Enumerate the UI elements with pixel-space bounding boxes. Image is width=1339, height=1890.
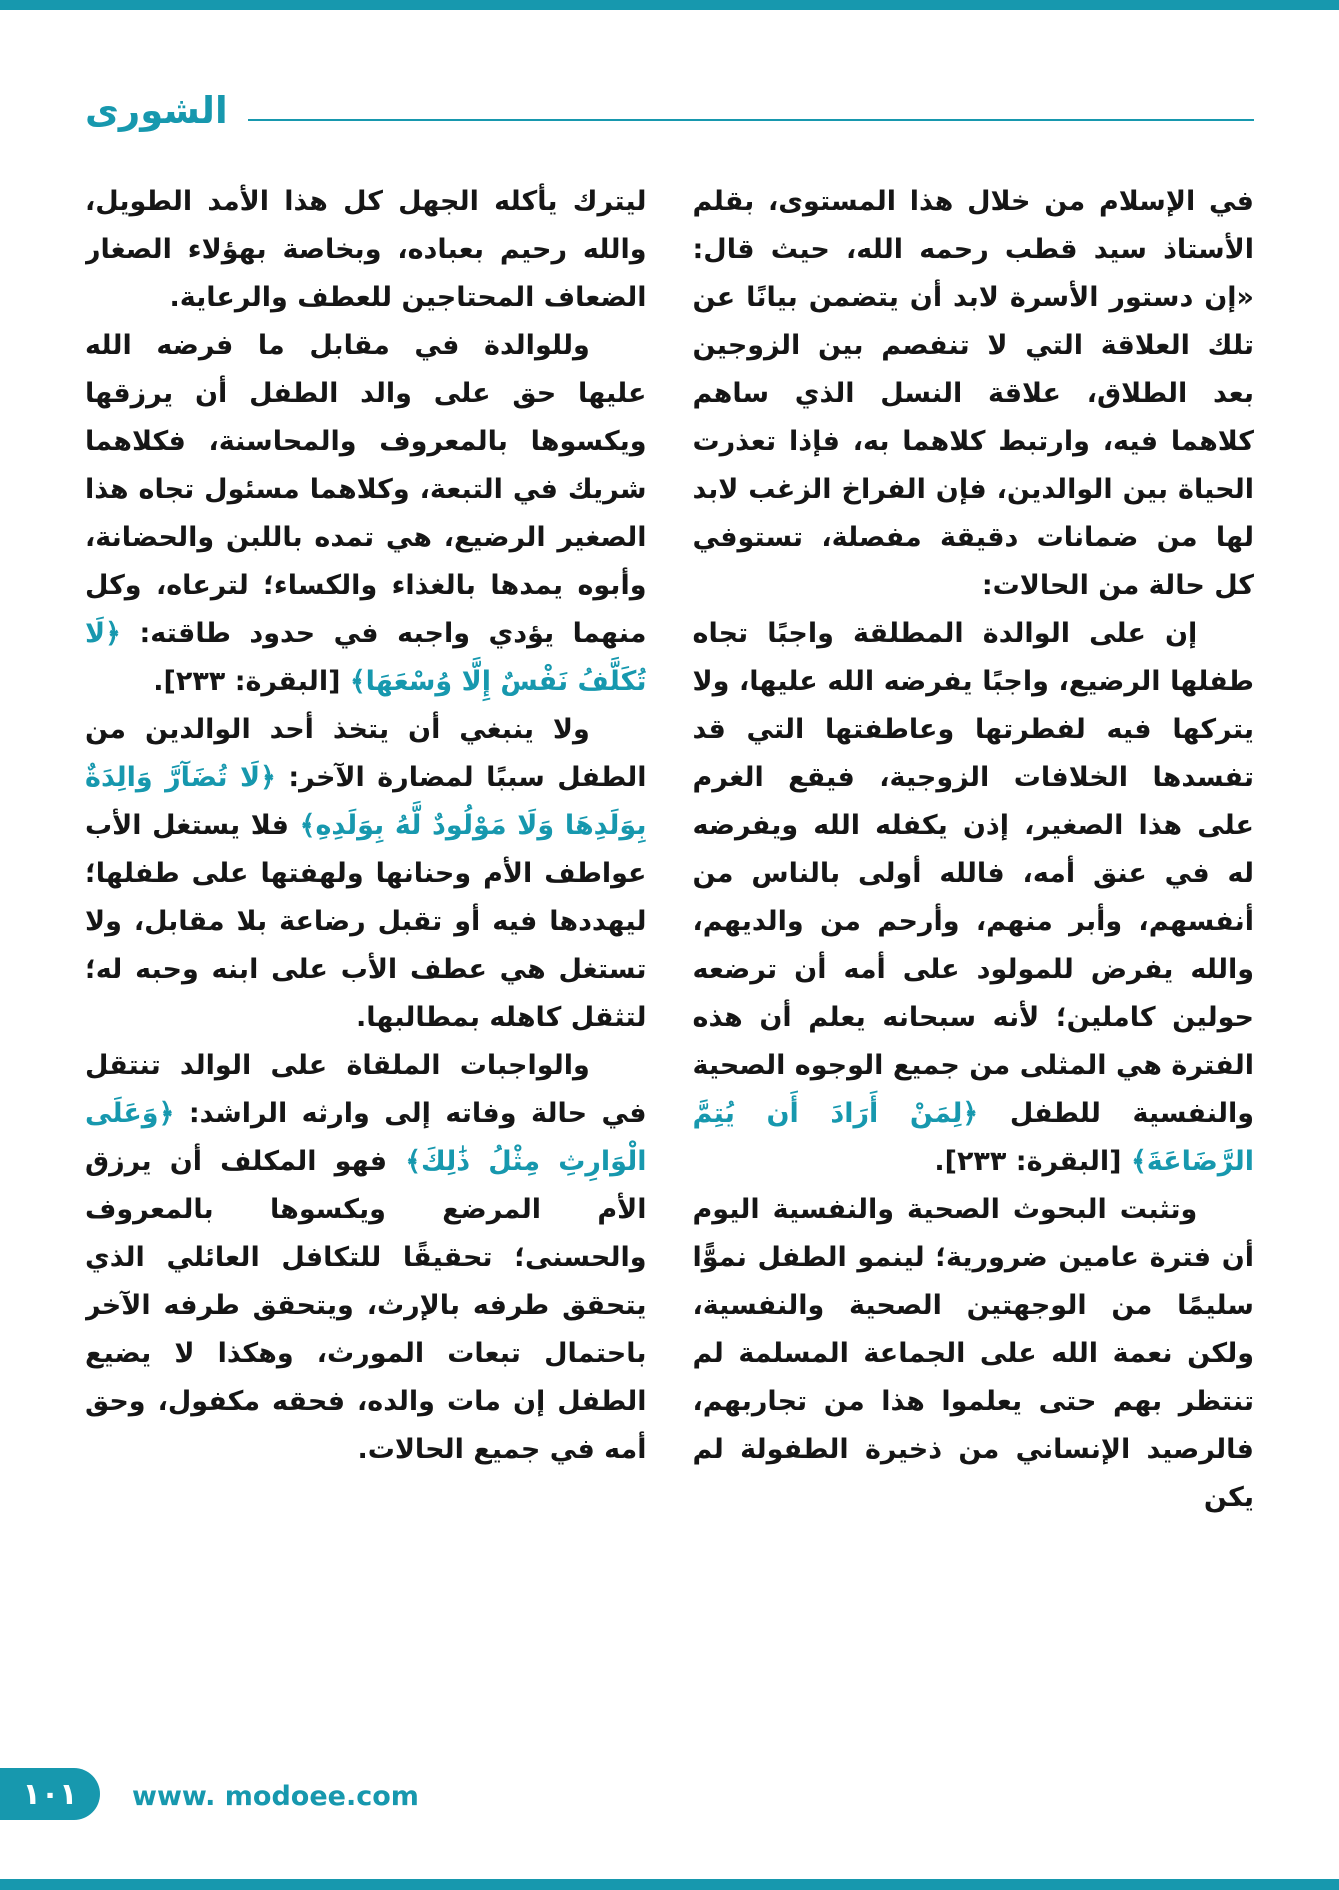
quran-verse: ﴿لَا تُكَلَّفُ نَفْسٌ إِلَّا وُسْعَهَا﴾ [85,618,647,697]
website-link[interactable]: www. modoee.com [132,1781,419,1812]
body-text: [البقرة: ٢٣٣]. [153,666,350,697]
paragraph [693,1186,1255,1522]
text-columns [85,178,1254,1740]
body-text: والواجبات الملقاة على الوالد تنتقل في حالة وفاته إلى وارثه الراشد: [85,1050,647,1129]
body-text: وللوالدة في مقابل ما فرضه الله عليها حق على والد الطفل أن يرزقها ويكسوها بالمعروف والمحاسنة، فكلاهما شريك في التبعة، وكلاهما مسئول تجاه هذا الصغير الرضيع، هي تمده باللبن والحضانة، وأبوه يمدها بالغذاء والكساء؛ لترعاه، وكل منهما يؤدي واجبه في حدود طاقته: [85,330,647,649]
bottom-border [0,1879,1339,1890]
chapter-title: الشورى [85,89,228,132]
paragraph [85,706,647,1042]
body-text: في الإسلام من خلال هذا المستوى، بقلم الأستاذ سيد قطب رحمه الله، حيث قال: «إن دستور الأسرة لابد أن يتضمن بيانًا عن تلك العلاقة التي لا تنفصم بين الزوجين بعد الطلاق، علاقة النسل الذي ساهم كلاهما فيه، وارتبط كلاهما به، فإذا تعذرت الحياة بين الوالدين، فإن الفراخ الزغب لابد لها من ضمانات دقيقة مفصلة، تستوفي كل حالة من الحالات: [692,186,1254,601]
body-text: ولا ينبغي أن يتخذ أحد الوالدين من الطفل سببًا لمضارة الآخر: [85,714,647,793]
page-header [85,89,1254,132]
quran-verse: ﴿وَعَلَى الْوَارِثِ مِثْلُ ذَٰلِكَ﴾ [85,1098,647,1177]
paragraph [693,178,1255,610]
paragraph [85,322,647,706]
paragraph [85,1042,647,1474]
header-rule [248,119,1254,121]
paragraph [85,178,647,322]
paragraph [693,610,1255,1186]
page-number-tab [0,1768,100,1820]
right-column [693,178,1255,1740]
quran-verse: ﴿لِمَنْ أَرَادَ أَن يُتِمَّ الرَّضَاعَةَ﴾ [692,1098,1254,1177]
page-number: ١٠١ [22,1776,78,1812]
top-border [0,0,1339,10]
quran-verse: ﴿لَا تُضَآرَّ وَالِدَةٌ بِوَلَدِهَا وَلَا مَوْلُودٌ لَّهُ بِوَلَدِهِ﴾ [85,762,647,841]
body-text: فلا يستغل الأب عواطف الأم وحنانها ولهفتها على طفلها؛ ليهددها فيه أو تقبل رضاعة بلا مقابل، ولا تستغل هي عطف الأب على ابنه وحبه له؛ لتثقل كاهله بمطالبها. [85,810,647,1033]
body-text: وتثبت البحوث الصحية والنفسية اليوم أن فترة عامين ضرورية؛ لينمو الطفل نموًّا سليمًا من الوجهتين الصحية والنفسية، ولكن نعمة الله على الجماعة المسلمة لم تنتظر بهم حتى يعلموا هذا من تجاربهم، فالرصيد الإنساني من ذخيرة الطفولة لم يكن [692,1194,1254,1513]
body-text: فهو المكلف أن يرزق الأم المرضع ويكسوها بالمعروف والحسنى؛ تحقيقًا للتكافل العائلي الذي يتحقق طرفه بالإرث، ويتحقق طرفه الآخر باحتمال تبعات المورث، وهكذا لا يضيع الطفل إن مات والده، فحقه مكفول، وحق أمه في جميع الحالات. [85,1146,647,1465]
left-column [85,178,647,1740]
body-text: ليترك يأكله الجهل كل هذا الأمد الطويل، والله رحيم بعباده، وبخاصة بهؤلاء الصغار الضعاف المحتاجين للعطف والرعاية. [85,186,647,313]
body-text: إن على الوالدة المطلقة واجبًا تجاه طفلها الرضيع، واجبًا يفرضه الله عليها، ولا يتركها فيه لفطرتها وعاطفتها التي قد تفسدها الخلافات الزوجية، فيقع الغرم على هذا الصغير، إذن يكفله الله ويفرضه له في عنق أمه، فالله أولى بالناس من أنفسهم، وأبر منهم، وأرحم من والديهم، والله يفرض للمولود على أمه أن ترضعه حولين كاملين؛ لأنه سبحانه يعلم أن هذه الفترة هي المثلى من جميع الوجوه الصحية والنفسية للطفل [692,618,1254,1129]
body-text: [البقرة: ٢٣٣]. [934,1146,1131,1177]
